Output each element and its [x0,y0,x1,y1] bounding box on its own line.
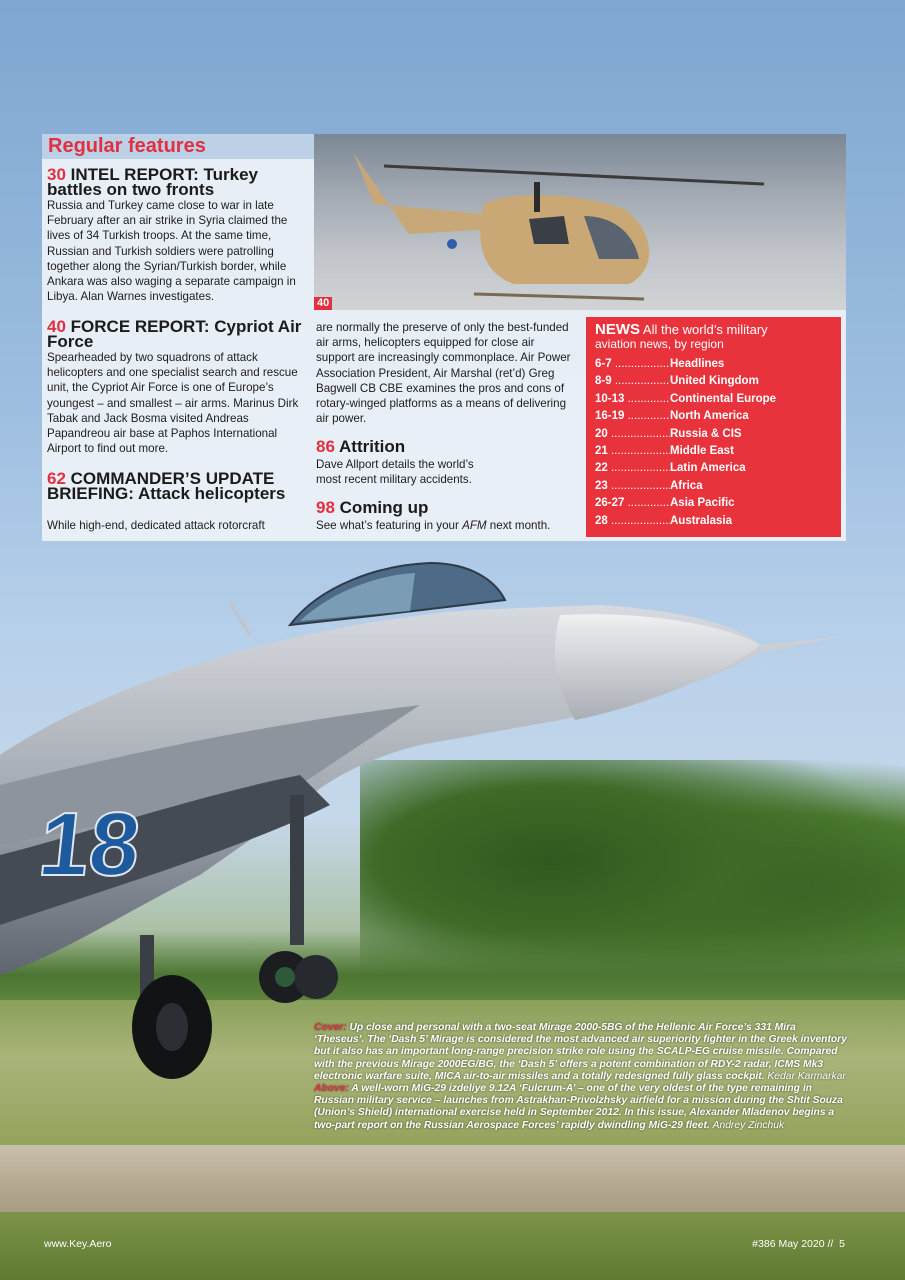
feature-number: 86 [316,437,335,456]
news-item-pages: 16-19 ..... [595,408,670,425]
section-title: Regular features [42,134,314,159]
news-item-pages: 28 ..... [595,513,670,530]
news-item-name: Australasia [670,514,733,527]
feature-number: 30 [47,165,66,184]
page-number: 5 [839,1238,845,1250]
news-title: NEWS [595,321,640,338]
feature-text-98 [316,518,571,533]
news-item-pages: 22 ..... [595,460,670,477]
news-item-pages: 26-27 ..... [595,495,670,512]
news-subtitle-b: aviation news, by region [595,337,724,351]
cover-label: Cover: [314,1022,347,1033]
news-item[interactable] [595,443,832,460]
feature-text-98-a: See what’s featuring in your [316,519,463,532]
gazelle-helicopter-image [314,134,846,310]
website-link[interactable]: www.Key.Aero [44,1238,112,1250]
news-item[interactable] [595,408,832,425]
news-item[interactable] [595,356,832,373]
feature-text-62-continued: are normally the preserve of only the best-funded air arms, helicopters equipped for close air support are increasingly commonplace. Air Power Association President, Air Marshal (ret’d) Greg Bagwell CB CBE examines the pros and cons of rotary-winged platforms as a means of delivering air power. [316,321,571,426]
news-item-name: Africa [670,479,703,492]
feature-number: 98 [316,498,335,517]
feature-title: COMMANDER’S UPDATE BRIEFING: Attack helicopters [47,469,286,503]
news-item-pages: 23 ..... [595,478,670,495]
feature-title: FORCE REPORT: Cypriot Air Force [47,317,302,351]
feature-text-62: While high-end, dedicated attack rotorcraft [47,519,265,532]
news-item-pages: 8-9 ..... [595,373,670,390]
news-header [595,323,832,337]
above-label: Above: [314,1083,349,1095]
feature-number: 40 [47,317,66,336]
news-item[interactable] [595,478,832,495]
news-item-pages: 20 ..... [595,426,670,443]
feature-text-40: Spearheaded by two squadrons of attack helicopters and one specialist search and rescue unit, the Cypriot Air Force is one of Europe’s youngest – and smallest – air arms. Marinus Dirk Tabak and Jack Bosma visited Andreas Papandreou air base at Paphos International Airport to find out more. [47,351,299,456]
news-item[interactable] [595,373,832,390]
news-item-name: Latin America [670,462,746,475]
issue-label: #386 May 2020 // [752,1238,834,1250]
above-credit: Andrey Zinchuk [712,1119,785,1131]
feature-title: INTEL REPORT: Turkey battles on two fronts [47,165,259,199]
aircraft-number: 18 [34,794,145,895]
magazine-name: AFM [462,519,487,532]
news-item[interactable] [595,495,832,512]
news-item-name: Asia Pacific [670,497,735,510]
news-box [586,317,841,537]
news-item[interactable] [595,460,832,477]
photo-page-number: 40 [314,297,332,310]
news-item-name: North America [670,410,749,423]
news-item-pages: 6-7 ..... [595,356,670,373]
news-item-pages: 10-13 ..... [595,391,670,408]
feature-title: Attrition [339,437,406,456]
above-text: A well-worn MiG-29 izdeliye 9.12A ‘Fulcrum-A’ – one of the very oldest of the type remaining in Russian military service – launches from Astrakhan-Privolzhsky airfield for a mission during the Shtit Souza (Union’s Shield) international exercise held in September 2012. In this issue, Alexander Mladenov begins a two-part report on the Russian Aerospace Forces’ rapidly dwindling MiG-29 fleet. [314,1083,843,1131]
feature-text-98-b: next month. [486,519,551,532]
news-item[interactable] [595,513,832,530]
feature-heading-40[interactable] [47,319,309,349]
news-item-name: United Kingdom [670,375,759,388]
feature-title: Coming up [339,498,429,517]
news-item-pages: 21 ..... [595,443,670,460]
cover-caption [314,1022,849,1132]
news-item-name: Middle East [670,445,734,458]
helicopter-photo [314,134,846,310]
feature-heading-62[interactable] [47,471,309,501]
runway [0,1145,905,1215]
feature-heading-30[interactable] [47,167,309,197]
news-item-name: Headlines [670,358,725,370]
feature-heading-86[interactable] [316,439,571,454]
mig29-jet-photo [0,555,905,1095]
cover-text: Up close and personal with a two-seat Mirage 2000-5BG of the Hellenic Air Force’s 331 Mira ‘Theseus’. The ‘Dash 5’ Mirage is considered the most advanced air superiority fighter in the Greek inventory but it also has an important long-range precision strike role using the SCALP-EG cruise missile. Compared with the previous Mirage 2000EG/BG, the ‘Dash 5’ offers a potent combination of RDY-2 radar, ICMS Mk3 electronic warfare suite, MICA air-to-air missiles and a totally redesigned fully glass cockpit. [314,1022,847,1082]
news-item[interactable] [595,426,832,443]
issue-info [752,1238,845,1250]
feature-text-86: Dave Allport details the world’s most recent military accidents. [316,458,474,487]
feature-number: 62 [47,469,66,488]
news-subtitle-a: All the world’s military [642,322,768,337]
feature-heading-98[interactable] [316,500,571,515]
news-item-name: Continental Europe [670,392,777,405]
feature-text-30: Russia and Turkey came close to war in late February after an air strike in Syria claimed the lives of 34 Turkish troops. At the same time, Russian and Turkish soldiers were patrolling together along the Syrian/Turkish border, while Ankara was also waging a separate campaign in Libya. Alan Warnes investigates. [47,199,296,304]
news-item-name: Russia & CIS [670,427,742,440]
news-item[interactable] [595,391,832,408]
cover-credit: Kedar Karmarkar [767,1070,846,1082]
